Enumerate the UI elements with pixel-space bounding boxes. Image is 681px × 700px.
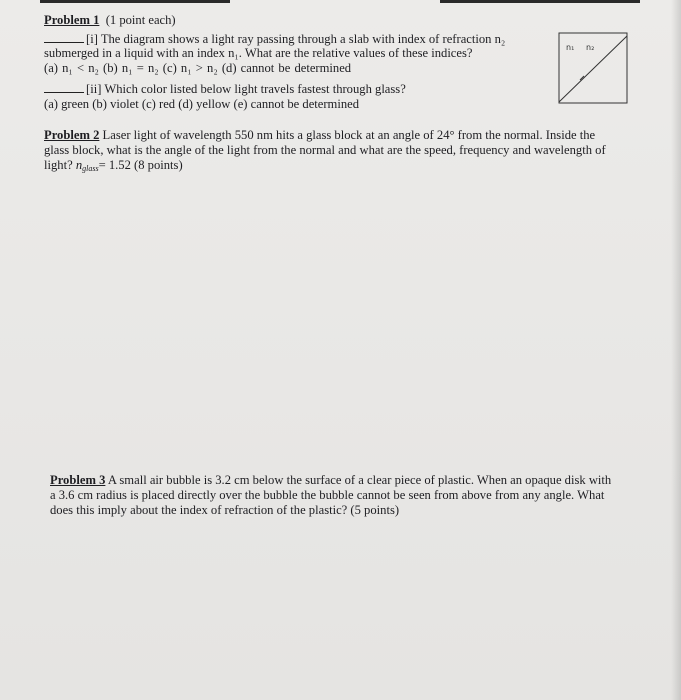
refraction-diagram — [558, 32, 628, 104]
answer-blank-q2[interactable] — [44, 83, 84, 93]
problem2-line3 — [44, 158, 183, 176]
diagram-label-n2: n₂ — [586, 43, 595, 52]
problem3-title: Problem 3 — [50, 473, 106, 487]
problem2-line1 — [44, 128, 595, 142]
q1-text-line1: The diagram shows a light ray passing through a slab with index of refraction n₂ — [100, 32, 506, 46]
problem3-text-line1: A small air bubble is 3.2 cm below the surface of a clear piece of plastic. When an opaque disk with — [107, 473, 612, 487]
q2-label: [ii] — [86, 82, 102, 96]
problem1-q1-choices: (a) n₁ < n₂ (b) n₁ = n₂ (c) n₁ > n₂ (d) cannot be determined — [44, 61, 352, 75]
problem1-title: Problem 1 — [44, 13, 100, 27]
problem1-q1-line1 — [44, 32, 505, 46]
problem1-header — [44, 13, 176, 27]
problem2-title: Problem 2 — [44, 128, 100, 142]
problem3-line2: a 3.6 cm radius is placed directly over the bubble the bubble cannot be seen from above from any angle. What — [50, 488, 605, 502]
q1-label: [i] — [86, 32, 98, 46]
problem2-line3-prefix: light? — [44, 158, 76, 172]
page-shadow — [671, 0, 681, 700]
diagram-label-n1: n₁ — [566, 43, 575, 52]
problem1-q1-line2: submerged in a liquid with an index n₁. What are the relative values of these indices? — [44, 46, 473, 60]
answer-blank-q1[interactable] — [44, 33, 84, 43]
top-border-right — [440, 0, 640, 3]
problem1-q2-choices: (a) green (b) violet (c) red (d) yellow (e) cannot be determined — [44, 97, 360, 111]
problem2-line3-rest: = 1.52 (8 points) — [98, 158, 183, 172]
problem1-q2-line1 — [44, 82, 406, 96]
problem1-points: (1 point each) — [105, 13, 176, 27]
problem2-line2: glass block, what is the angle of the light from the normal and what are the speed, frequency and wavelength of — [44, 143, 606, 157]
problem3-line3: does this imply about the index of refraction of the plastic? (5 points) — [50, 503, 400, 517]
top-border-left — [40, 0, 230, 3]
problem2-text-line1: Laser light of wavelength 550 nm hits a glass block at an angle of 24° from the normal. Inside the — [102, 128, 596, 142]
problem2-n-subscript: glass — [82, 164, 99, 173]
problem3-line1 — [50, 473, 611, 487]
q2-text-line1: Which color listed below light travels fastest through glass? — [104, 82, 406, 96]
problem2-n-symbol: n — [75, 158, 83, 172]
